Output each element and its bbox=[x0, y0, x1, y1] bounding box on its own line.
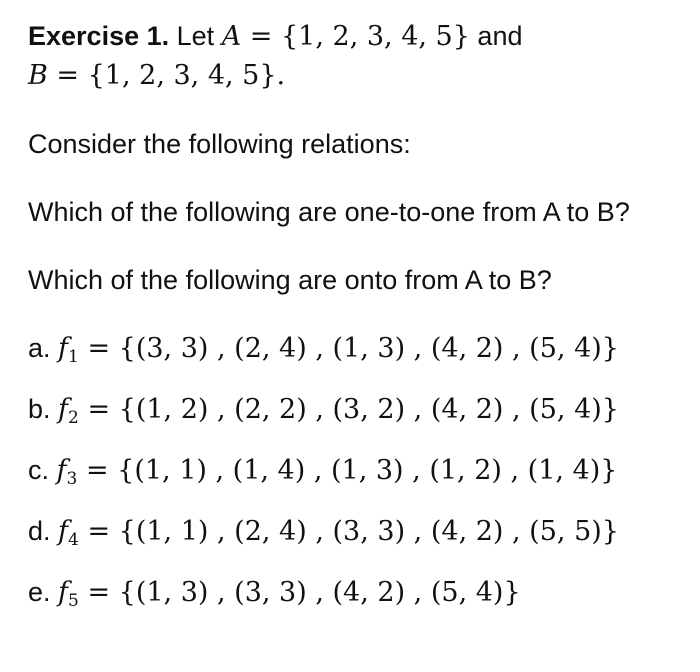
set-a-value: = {1, 2, 3, 4, 5} bbox=[241, 21, 470, 52]
function-index: 4 bbox=[68, 530, 79, 550]
onto-question: Which of the following are onto from A to B? bbox=[28, 265, 552, 295]
function-index: 3 bbox=[66, 469, 78, 489]
option-relation bbox=[58, 333, 619, 367]
option-e bbox=[28, 574, 688, 611]
exercise-title: Exercise 1. bbox=[28, 21, 170, 51]
option-b bbox=[28, 391, 688, 428]
option-label: d. bbox=[28, 516, 51, 546]
function-name: f bbox=[58, 333, 69, 364]
option-label: b. bbox=[28, 394, 51, 424]
conjunction-and: and bbox=[477, 21, 523, 51]
relation-value: = {(3, 3) , (2, 4) , (1, 3) , (4, 2) , (5, 4)} bbox=[78, 333, 619, 364]
function-name: f bbox=[58, 577, 69, 608]
function-name: f bbox=[56, 455, 67, 486]
function-index: 1 bbox=[68, 347, 79, 367]
option-relation bbox=[58, 516, 619, 550]
option-d bbox=[28, 513, 688, 550]
set-b-value: = {1, 2, 3, 4, 5}. bbox=[47, 60, 286, 91]
one-to-one-question: Which of the following are one-to-one from A to B? bbox=[28, 197, 630, 227]
function-index: 5 bbox=[68, 591, 79, 611]
consider-paragraph: Consider the following relations: bbox=[28, 129, 411, 159]
option-relation bbox=[58, 577, 521, 611]
intro-let: Let bbox=[176, 21, 215, 51]
option-label: a. bbox=[28, 333, 51, 363]
set-b-line bbox=[28, 57, 688, 94]
relation-value: = {(1, 1) , (1, 4) , (1, 3) , (1, 2) , (1, 4)} bbox=[77, 455, 618, 486]
option-relation bbox=[56, 455, 618, 489]
function-name: f bbox=[58, 394, 69, 425]
option-c bbox=[28, 452, 688, 489]
set-b-variable: B bbox=[28, 60, 48, 91]
relation-value: = {(1, 2) , (2, 2) , (3, 2) , (4, 2) , (5, 4)} bbox=[78, 394, 619, 425]
set-b-definition bbox=[28, 60, 285, 91]
option-a bbox=[28, 330, 688, 367]
option-label: c. bbox=[28, 455, 50, 485]
option-relation bbox=[58, 394, 619, 428]
function-name: f bbox=[58, 516, 69, 547]
set-a-definition bbox=[222, 21, 470, 52]
relation-value: = {(1, 3) , (3, 3) , (4, 2) , (5, 4)} bbox=[78, 577, 521, 608]
option-label: e. bbox=[28, 577, 51, 607]
exercise-document bbox=[28, 18, 688, 611]
set-a-variable: A bbox=[221, 21, 242, 52]
exercise-header-line bbox=[28, 18, 688, 55]
function-index: 2 bbox=[68, 408, 79, 428]
relation-value: = {(1, 1) , (2, 4) , (3, 3) , (4, 2) , (5, 5)} bbox=[78, 516, 619, 547]
